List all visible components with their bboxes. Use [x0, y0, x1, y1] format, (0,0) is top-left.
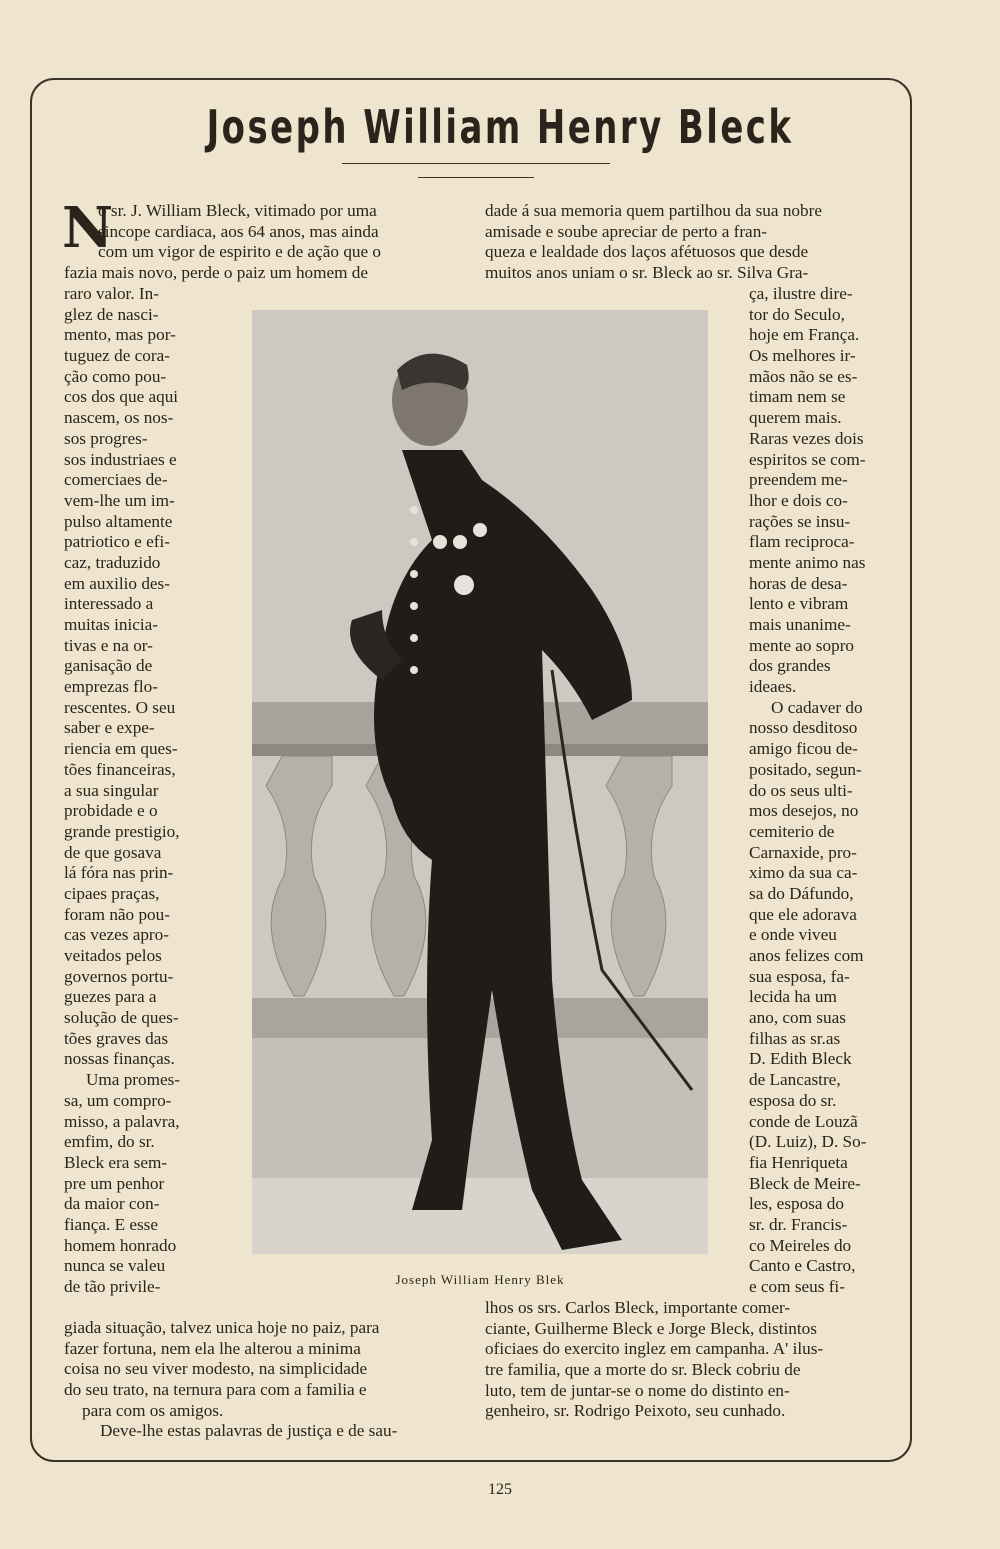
text-line: Deve-lhe estas palavras de justiça e de sau- — [100, 1421, 398, 1441]
page-number: 125 — [488, 1481, 512, 1498]
text-line: timam nem se — [749, 387, 846, 407]
text-line: positado, segun- — [749, 759, 862, 779]
text-line: e com seus fi- — [749, 1277, 845, 1296]
text-line: emprezas flo- — [64, 677, 159, 697]
text-line: (D. Luiz), D. So- — [749, 1132, 867, 1152]
text-line: tre familia, que a morte do sr. Bleck cobriu de — [485, 1360, 801, 1380]
text-line: mos desejos, no — [749, 801, 859, 821]
text-line: ideaes. — [749, 677, 797, 697]
text-line: Uma promes- — [86, 1070, 181, 1090]
text-line: de tão privile- — [64, 1277, 161, 1296]
text-line: tor do Seculo, — [749, 304, 845, 324]
text-line: querem mais. — [749, 408, 842, 428]
text-line: grande prestigio, — [64, 821, 180, 841]
text-line: horas de desa- — [749, 573, 848, 593]
intro-left-text — [62, 195, 462, 284]
text-line: queza e lealdade dos laços afétuosos que desde — [485, 242, 809, 262]
drop-cap: N — [62, 195, 114, 261]
text-line: Bleck era sem- — [64, 1152, 168, 1172]
text-line: vem-lhe um im- — [64, 490, 175, 510]
text-line: tões financeiras, — [64, 759, 176, 779]
text-line: sincope cardiaca, aos 64 anos, mas ainda — [98, 221, 379, 241]
text-line: dade á sua memoria quem partilhou da sua nobre — [485, 201, 822, 220]
text-line: lhor e dois co- — [749, 490, 848, 510]
text-line: sr. dr. Francis- — [749, 1214, 848, 1234]
text-line: com um vigor de espirito e de ação que o — [98, 242, 382, 262]
portrait-illustration — [252, 310, 708, 1254]
text-line: fia Henriqueta — [749, 1152, 848, 1172]
text-line: ganisação de — [64, 656, 153, 676]
text-line: cipaes praças, — [64, 883, 160, 903]
text-line: do os seus ulti- — [749, 780, 853, 800]
intro-right-text — [485, 201, 887, 284]
right-column-text — [749, 284, 885, 1298]
text-line: pre um penhor — [64, 1173, 165, 1193]
text-line: cos dos que aqui — [64, 387, 179, 407]
text-line: de que gosava — [64, 842, 162, 862]
text-line: Bleck de Meire- — [749, 1173, 861, 1193]
text-line: fazer fortuna, nem ela lhe alterou a minima — [64, 1338, 361, 1358]
text-line: flam reciproca- — [749, 532, 855, 552]
text-line: D. Edith Bleck — [749, 1049, 852, 1069]
text-line: tões graves das — [64, 1028, 169, 1048]
text-line: a sua singular — [64, 780, 159, 800]
text-line: luto, tem de juntar-se o nome do distinto en- — [485, 1380, 790, 1400]
text-line: nosso desditoso — [749, 718, 858, 738]
bottom-right-text — [485, 1298, 887, 1422]
text-line: homem honrado — [64, 1235, 177, 1255]
text-line: de Lancastre, — [749, 1070, 841, 1090]
text-line: cemiterio de — [749, 821, 835, 841]
text-line: nunca se valeu — [64, 1256, 166, 1276]
text-line: lá fóra nas prin- — [64, 863, 174, 883]
text-line: ximo da sua ca- — [749, 863, 858, 883]
text-line: oficiaes do exercito inglez em campanha. A' ilus- — [485, 1339, 824, 1359]
text-line: fazia mais novo, perde o paiz um homem de — [64, 263, 369, 283]
text-line: guezes para a — [64, 987, 157, 1007]
text-line: mente ao sopro — [749, 635, 855, 655]
text-line: que ele adorava — [749, 904, 857, 924]
text-line: em auxilio des- — [64, 573, 170, 593]
portrait-photo — [252, 310, 708, 1254]
text-line: Raras vezes dois — [749, 428, 864, 448]
text-line: filhas as sr.as — [749, 1028, 841, 1048]
text-line: comerciaes de- — [64, 470, 168, 490]
text-line: rações se insu- — [749, 511, 851, 531]
text-line: hoje em França. — [749, 325, 860, 345]
text-line: co Meireles do — [749, 1235, 852, 1255]
text-line: tivas e na or- — [64, 635, 153, 655]
text-line: lento e vibram — [749, 594, 849, 614]
text-line: lhos os srs. Carlos Bleck, importante comer- — [485, 1298, 791, 1317]
text-line: fiança. E esse — [64, 1214, 159, 1234]
text-line: genheiro, sr. Rodrigo Peixoto, seu cunhado. — [485, 1401, 786, 1421]
text-line: caz, traduzido — [64, 552, 161, 572]
text-line: nossas finanças. — [64, 1049, 175, 1069]
text-line: ça, ilustre dire- — [749, 284, 853, 303]
text-line: mento, mas por- — [64, 325, 176, 345]
text-line: amisade e soube apreciar de perto a fran- — [485, 221, 768, 241]
text-line: governos portu- — [64, 966, 174, 986]
text-line: da maior con- — [64, 1194, 160, 1214]
text-line: muitas inicia- — [64, 615, 159, 634]
text-line: pulso altamente — [64, 511, 173, 531]
text-line: Carnaxide, pro- — [749, 842, 857, 862]
text-line: ção como pou- — [64, 366, 167, 386]
text-line: misso, a palavra, — [64, 1111, 180, 1131]
text-line: saber e expe- — [64, 718, 155, 738]
text-line: Os melhores ir- — [749, 346, 856, 366]
left-column-text — [64, 284, 200, 1298]
text-line: esposa do sr. — [749, 1090, 837, 1110]
bottom-left-text — [64, 1318, 462, 1442]
text-line: amigo ficou de- — [749, 739, 858, 759]
text-line: nascem, os nos- — [64, 408, 174, 428]
text-line: coisa no seu viver modesto, na simplicidade — [64, 1359, 368, 1379]
text-line: sa, um compro- — [64, 1090, 172, 1110]
text-line: riencia em ques- — [64, 739, 178, 759]
text-line: solução de ques- — [64, 1008, 179, 1028]
title-rule-short — [418, 177, 534, 178]
text-line: anos felizes com — [749, 946, 864, 965]
text-line: muitos anos uniam o sr. Bleck ao sr. Silva Gra- — [485, 263, 809, 283]
text-line: ano, com suas — [749, 1008, 846, 1028]
text-line: ciante, Guilherme Bleck e Jorge Bleck, distintos — [485, 1318, 817, 1338]
text-line: emfim, do sr. — [64, 1132, 155, 1152]
text-line: les, esposa do — [749, 1194, 844, 1214]
text-line: preendem me- — [749, 470, 848, 490]
text-line: giada situação, talvez unica hoje no paiz, para — [64, 1318, 380, 1337]
text-line: sos industriaes e — [64, 449, 177, 469]
text-line: patriotico e efi- — [64, 532, 170, 552]
text-line: para com os amigos. — [82, 1400, 224, 1420]
text-line: lecida ha um — [749, 987, 837, 1007]
text-line: veitados pelos — [64, 946, 162, 965]
text-line: sua esposa, fa- — [749, 966, 850, 986]
text-line: tuguez de cora- — [64, 346, 170, 366]
text-line: dos grandes — [749, 656, 831, 676]
text-line: conde de Louzã — [749, 1111, 858, 1131]
text-line: Canto e Castro, — [749, 1256, 856, 1276]
text-line: interessado a — [64, 594, 154, 614]
article-title: Joseph William Henry Bleck — [206, 100, 794, 154]
text-line: mãos não se es- — [749, 366, 858, 386]
text-line: o sr. J. William Bleck, vitimado por uma — [98, 201, 377, 220]
text-line: do seu trato, na ternura para com a familia e — [64, 1380, 367, 1400]
text-line: e onde viveu — [749, 925, 837, 945]
text-line: foram não pou- — [64, 904, 170, 924]
text-line: rescentes. O seu — [64, 697, 176, 717]
text-line: O cadaver do — [771, 697, 863, 717]
title-rule-long — [342, 163, 610, 164]
photo-caption: Joseph William Henry Blek — [395, 1272, 565, 1287]
text-line: cas vezes apro- — [64, 925, 169, 945]
text-line: probidade e o — [64, 801, 158, 821]
text-line: espiritos se com- — [749, 449, 866, 469]
text-line: raro valor. In- — [64, 284, 159, 303]
text-line: sa do Dáfundo, — [749, 883, 854, 903]
text-line: glez de nasci- — [64, 304, 159, 324]
text-line: sos progres- — [64, 428, 148, 448]
text-line: mais unanime- — [749, 615, 851, 634]
text-line: mente animo nas — [749, 552, 866, 572]
